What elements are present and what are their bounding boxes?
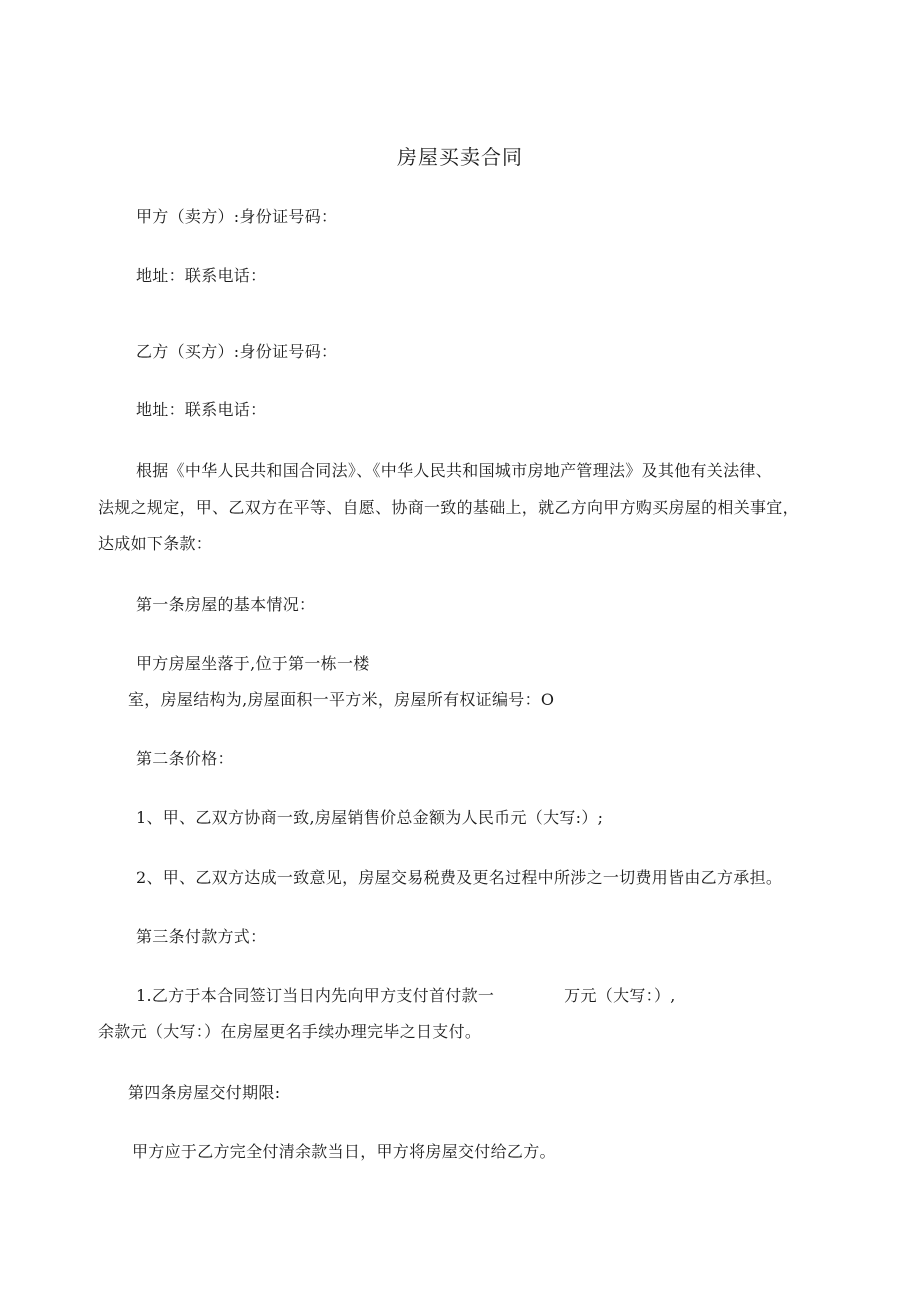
party-b-address-line: 地址：联系电话： (136, 400, 267, 419)
article-3-item-1-line-2: 余款元（大写：）在房屋更名手续办理完毕之日支付。 (98, 1022, 482, 1041)
article-2-item-1: 1、甲、乙双方协商一致,房屋销售价总金额为人民币元（大写:）; (136, 808, 604, 827)
article-2-item-2: 2、甲、乙双方达成一致意见，房屋交易税费及更名过程中所涉之一切费用皆由乙方承担。 (136, 868, 783, 887)
party-a-id-line: 甲方（卖方）:身份证号码： (136, 207, 338, 226)
preamble-line-3: 达成如下条款： (98, 534, 213, 553)
page-title: 房屋买卖合同 (397, 145, 523, 169)
party-a-address-line: 地址：联系电话： (136, 266, 267, 285)
preamble-line-2: 法规之规定，甲、乙双方在平等、自愿、协商一致的基础上，就乙方向甲方购买房屋的相关事宜， (98, 498, 799, 517)
preamble-line-1: 根据《中华人民共和国合同法》、《中华人民共和国城市房地产管理法》及其他有关法律、 (136, 461, 773, 480)
article-3-item-1 (136, 985, 676, 1007)
article-1-line-1: 甲方房屋坐落于,位于第一栋一楼 (136, 654, 370, 673)
article-1-heading: 第一条房屋的基本情况： (136, 595, 316, 614)
article-4-heading: 第四条房屋交付期限: (128, 1083, 281, 1102)
article-1-line-2: 室，房屋结构为,房屋面积一平方米，房屋所有权证编号：O (128, 690, 555, 709)
article-4-line-1: 甲方应于乙方完全付清余款当日，甲方将房屋交付给乙方。 (132, 1142, 556, 1161)
article-3-item-1-part-1: 1.乙方于本合同签订当日内先向甲方支付首付款一 (136, 986, 495, 1005)
article-2-heading: 第二条价格： (136, 749, 234, 768)
article-3-item-1-part-2: 万元（大写：）, (564, 986, 676, 1005)
article-3-heading: 第三条付款方式： (136, 927, 267, 946)
party-b-id-line: 乙方（买方）:身份证号码： (136, 342, 338, 361)
